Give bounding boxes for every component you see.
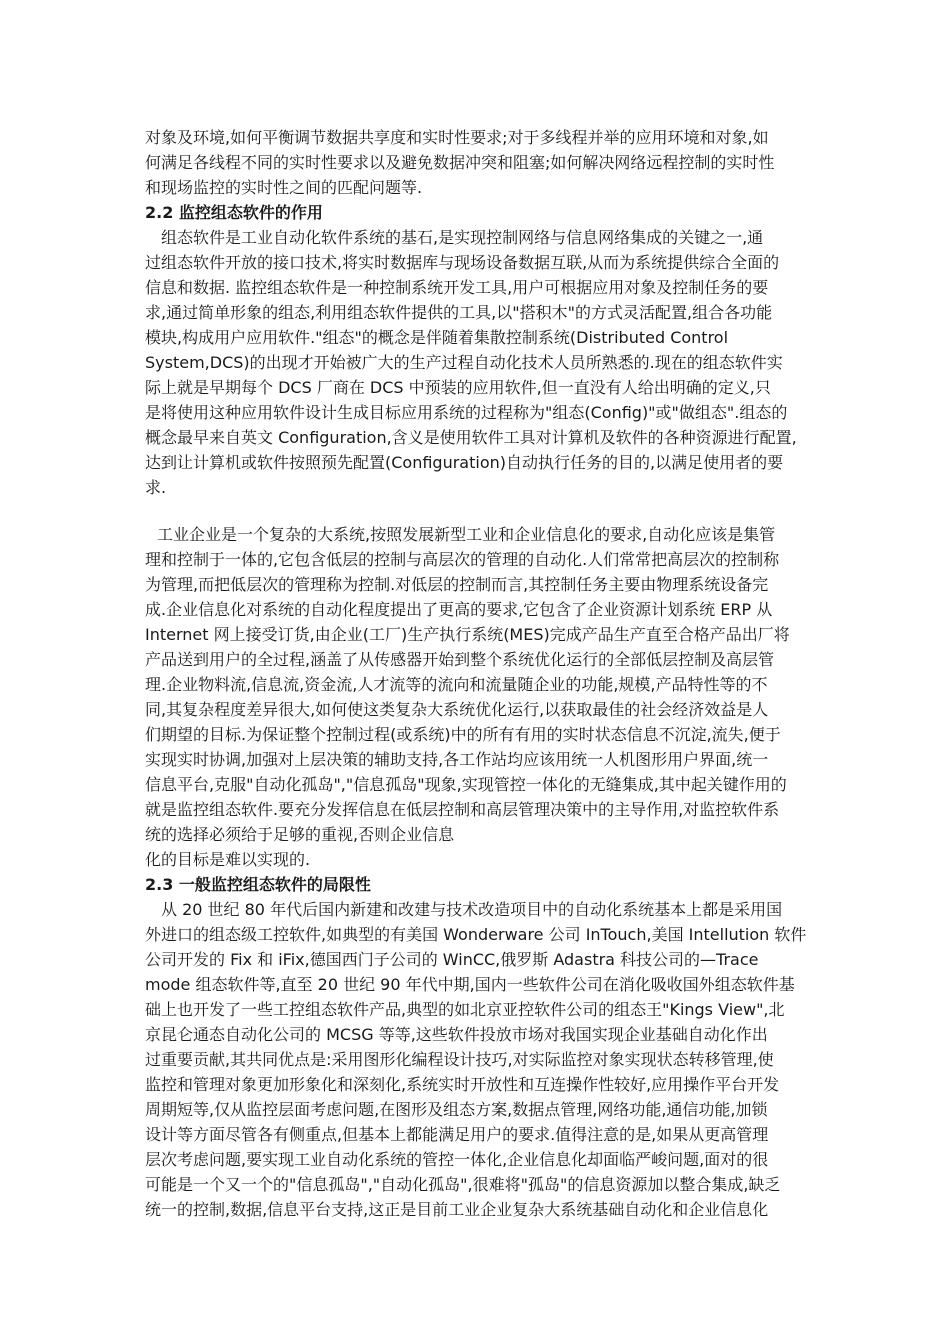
para-2-3-line-6: 京昆仑通态自动化公司的 MCSG 等等,这些软件投放市场对我国实现企业基础自动化作出 bbox=[145, 1025, 768, 1044]
para-2-2-2-line-10: 实现实时协调,加强对上层决策的辅助支持,各工作站均应该用统一人机图形用户界面,统一 bbox=[145, 750, 769, 769]
para-2-3-line-9: 周期短等,仅从监控层面考虑问题,在图形及组态方案,数据点管理,网络功能,通信功能,加锁 bbox=[145, 1100, 768, 1119]
para-2-2-1-line-4: 求,通过简单形象的组态,利用组态软件提供的工具,以"搭积木"的方式灵活配置,组合各功能 bbox=[145, 303, 773, 322]
para-2-2-2-line-2: 理和控制于一体的,它包含低层的控制与高层次的管理的自动化.人们常常把高层次的控制称 bbox=[145, 550, 780, 569]
para-2-2-2-line-14: 化的目标是难以实现的. bbox=[145, 850, 311, 869]
para-2-2-1-line-5: 模块,构成用户应用软件."组态"的概念是伴随着集散控制系统(Distributed Control bbox=[145, 328, 729, 347]
intro-line-1: 对象及环境,如何平衡调节数据共享度和实时性要求;对于多线程并举的应用环境和对象,如 bbox=[145, 128, 769, 147]
para-2-3-line-3: 公司开发的 Fix 和 iFix,德国西门子公司的 WinCC,俄罗斯 Adastra 科技公司的—Trace bbox=[145, 950, 759, 969]
intro-line-3: 和现场监控的实时性之间的匹配问题等. bbox=[145, 178, 423, 197]
para-2-2-1-line-1: 组态软件是工业自动化软件系统的基石,是实现控制网络与信息网络集成的关键之一,通 bbox=[161, 228, 764, 247]
para-2-2-1-line-2: 过组态软件开放的接口技术,将实时数据库与现场设备数据互联,从而为系统提供综合全面的 bbox=[145, 253, 780, 272]
para-2-2-2-line-4: 成.企业信息化对系统的自动化程度提出了更高的要求,它包含了企业资源计划系统 ERP 从 bbox=[145, 600, 773, 619]
para-2-3-line-10: 设计等方面尽管各有侧重点,但基本上都能满足用户的要求.值得注意的是,如果从更高管理 bbox=[145, 1125, 769, 1144]
para-2-2-1-line-9: 概念最早来自英文 Configuration,含义是使用软件工具对计算机及软件的各种资源进行配置, bbox=[145, 428, 797, 447]
para-2-3-line-7: 过重要贡献,其共同优点是:采用图形化编程设计技巧,对实际监控对象实现状态转移管理,使 bbox=[145, 1050, 774, 1069]
para-2-2-2-line-9: 们期望的目标.为保证整个控制过程(或系统)中的所有有用的实时状态信息不沉淀,流失,便于 bbox=[145, 725, 781, 744]
para-2-3-line-8: 监控和管理对象更加形象化和深刻化,系统实时开放性和互连操作性较好,应用操作平台开发 bbox=[145, 1075, 780, 1094]
para-2-2-2-line-8: 同,其复杂程度差异很大,如何使这类复杂大系统优化运行,以获取最佳的社会经济效益是人 bbox=[145, 700, 769, 719]
para-2-2-2-line-12: 就是监控组态软件.要充分发挥信息在低层控制和高层管理决策中的主导作用,对监控软件系 bbox=[145, 800, 780, 819]
para-2-2-1-line-8: 是将使用这种应用软件设计生成目标应用系统的过程称为"组态(Config)"或"做组态".组态的 bbox=[145, 403, 788, 422]
para-2-2-2-line-7: 理.企业物料流,信息流,资金流,人才流等的流向和流量随企业的功能,规模,产品特性等的不 bbox=[145, 675, 768, 694]
intro-line-2: 何满足各线程不同的实时性要求以及避免数据冲突和阻塞;如何解决网络远程控制的实时性 bbox=[145, 153, 775, 172]
para-2-3-line-11: 层次考虑问题,要实现工业自动化系统的管控一体化,企业信息化却面临严峻问题,面对的很 bbox=[145, 1150, 769, 1169]
para-2-2-1-line-7: 际上就是早期每个 DCS 厂商在 DCS 中预装的应用软件,但一直没有人给出明确的定义,只 bbox=[145, 378, 771, 397]
para-2-2-2-line-6: 产品送到用户的全过程,涵盖了从传感器开始到整个系统优化运行的全部低层控制及高层管 bbox=[145, 650, 775, 669]
para-2-3-line-5: 础上也开发了一些工控组态软件产品,典型的如北京亚控软件公司的组态王"Kings View",北 bbox=[145, 1000, 785, 1019]
para-2-2-1-line-6: System,DCS)的出现才开始被广大的生产过程自动化技术人员所熟悉的.现在的组态软件实 bbox=[145, 353, 783, 372]
para-2-2-2-line-3: 为管理,而把低层次的管理称为控制.对低层的控制而言,其控制任务主要由物理系统设备完 bbox=[145, 575, 769, 594]
para-2-2-2-line-13: 统的选择必须给于足够的重视,否则企业信息 bbox=[145, 825, 455, 844]
para-2-3-line-12: 可能是一个又一个的"信息孤岛","自动化孤岛",很难将"孤岛"的信息资源加以整合集成,缺乏 bbox=[145, 1175, 781, 1194]
para-2-3-line-1: 从 20 世纪 80 年代后国内新建和改建与技术改造项目中的自动化系统基本上都是采用国 bbox=[161, 900, 783, 919]
para-2-2-2-line-1: 工业企业是一个复杂的大系统,按照发展新型工业和企业信息化的要求,自动化应该是集管 bbox=[157, 525, 776, 544]
para-2-2-2-line-5: Internet 网上接受订货,由企业(工厂)生产执行系统(MES)完成产品生产直至合格产品出厂将 bbox=[145, 625, 790, 644]
para-2-2-1-line-11: 求. bbox=[145, 478, 167, 497]
para-2-3-line-4: mode 组态软件等,直至 20 世纪 90 年代中期,国内一些软件公司在消化吸收国外组态软件基 bbox=[145, 975, 795, 994]
para-2-3-line-2: 外进口的组态级工控软件,如典型的有美国 Wonderware 公司 InTouch,美国 Intellution 软件 bbox=[145, 925, 807, 944]
para-2-2-1-line-3: 信息和数据. 监控组态软件是一种控制系统开发工具,用户可根据应用对象及控制任务的要 bbox=[145, 278, 769, 297]
para-2-2-1-line-10: 达到让计算机或软件按照预先配置(Configuration)自动执行任务的目的,以满足使用者的要 bbox=[145, 453, 784, 472]
para-2-3-line-13: 统一的控制,数据,信息平台支持,这正是目前工业企业复杂大系统基础自动化和企业信息化 bbox=[145, 1200, 769, 1219]
para-2-2-2-line-11: 信息平台,克服"自动化孤岛","信息孤岛"现象,实现管控一体化的无缝集成,其中起关键作用的 bbox=[145, 775, 787, 794]
section-heading-2-3: 2.3 一般监控组态软件的局限性 bbox=[145, 875, 371, 894]
section-heading-2-2: 2.2 监控组态软件的作用 bbox=[145, 203, 323, 222]
